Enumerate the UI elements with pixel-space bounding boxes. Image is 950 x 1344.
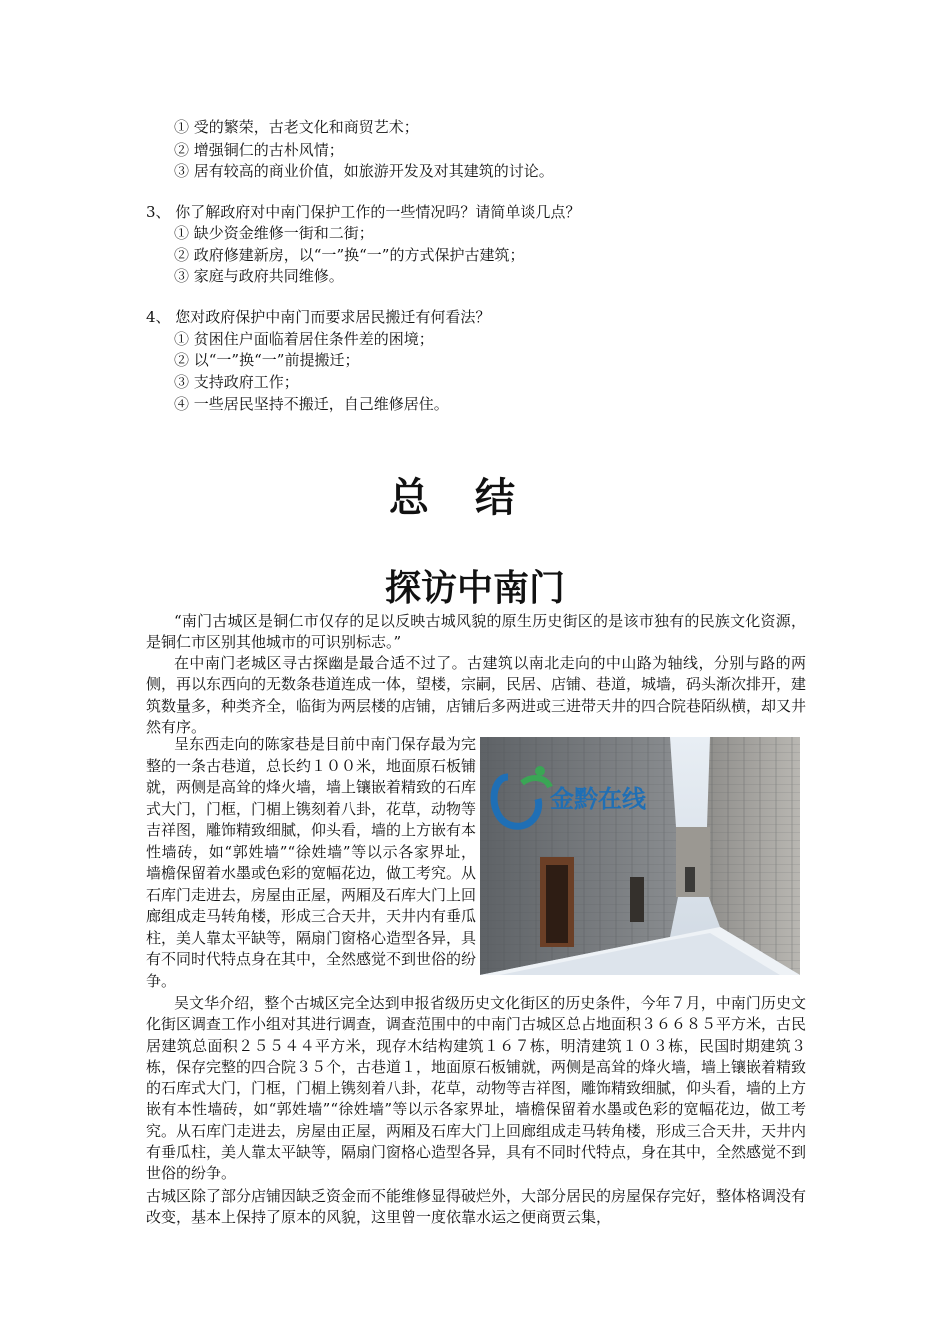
paragraph: “南门古城区是铜仁市仅存的足以反映古城风貌的原生历史街区的是该市独有的民族文化资源，是铜仁市区别其他城市的可识别标志。” [146,612,806,652]
alley-photo-image [480,737,800,975]
question-3: 3、 你了解政府对中南门保护工作的一些情况吗？请简单谈几点？ [146,203,581,221]
alley-photo [480,737,800,975]
list-item: ③ 支持政府工作； [174,373,299,391]
list-item: ① 缺少资金维修一街和二街； [174,224,374,242]
list-item: ③ 居有较高的商业价值，如旅游开发及对其建筑的讨论。 [174,162,554,180]
list-item: ② 以“一”换“一”前提搬迁； [174,351,360,369]
list-item: ③ 家庭与政府共同维修。 [174,267,344,285]
watermark-text: 金黔在线 [550,785,646,813]
list-item: ② 政府修建新房，以“一”换“一”的方式保护古建筑； [174,246,525,264]
paragraph: 呈东西走向的陈家巷是目前中南门保存最为完整的一条古巷道，总长约１００米，地面原石板铺就，两侧是高耸的烽火墙，墙上镶嵌着精致的石库式大门，门框，门楣上镌刻着八卦，花草，动物等吉祥图，雕饰精致细腻，仰头看，墙的上方嵌有本性墙砖，如“郭姓墙”“徐姓墙”等以示各家界址，墙檐保留着水墨或色彩的宽幅花边，做工考究。从石库门走进去，房屋由正屋，两厢及石库大门上回廊组成走马转角楼，形成三合天井，天井内有垂瓜柱，美人靠太平缺等，隔扇门窗格心造型各异，具有不同时代特点身在其中，全然感觉不到世俗的纷争。 [146,735,477,990]
paragraph: 吴文华介绍，整个古城区完全达到申报省级历史文化街区的历史条件，今年７月，中南门历史文化街区调查工作小组对其进行调查，调查范围中的中南门古城区总占地面积３６６８５平方米，古民居建筑总面积２５５４４平方米，现存木结构建筑１６７栋，明清建筑１０３栋，民国时期建筑３栋，保存完整的四合院３５个，古巷道１，地面原石板铺就，两侧是高耸的烽火墙，墙上镶嵌着精致的石库式大门，门框，门楣上镌刻着八卦，花草，动物等吉祥图，雕饰精致细腻，仰头看，墙的上方嵌有本性墙砖，如“郭姓墙”“徐姓墙”等以示各家界址，墙檐保留着水墨或色彩的宽幅花边，做工考究。从石库门走进去，房屋由正屋，两厢及石库大门上回廊组成走马转角楼，形成三合天井，天井内有垂瓜柱，美人靠太平缺等，隔扇门窗格心造型各异，具有不同时代特点，身在其中，全然感觉不到世俗的纷争。 [146,994,807,1183]
article-title: 探访中南门 [384,568,565,609]
section-title: 总结 [389,475,561,521]
list-item: ② 增强铜仁的古朴风情； [174,141,344,159]
list-item: ① 受的繁荣，古老文化和商贸艺术； [174,118,419,136]
list-item: ④ 一些居民坚持不搬迁，自己维修居住。 [174,395,449,413]
paragraph: 在中南门老城区寻古探幽是最合适不过了。古建筑以南北走向的中山路为轴线，分别与路的两侧，再以东西向的无数条巷道连成一体，望楼，宗嗣，民居、店铺、巷道，城墙，码头渐次排开，建筑数量多，种类齐全，临街为两层楼的店铺，店铺后多两进或三进带天井的四合院巷陌纵横，却又井然有序。 [146,654,807,736]
question-4: 4、 您对政府保护中南门而要求居民搬迁有何看法？ [146,308,491,326]
paragraph: 古城区除了部分店铺因缺乏资金而不能维修显得破烂外，大部分居民的房屋保存完好，整体格调没有改变，基本上保持了原本的风貌，这里曾一度依靠水运之便商贾云集， [146,1187,807,1227]
list-item: ① 贫困住户面临着居住条件差的困境； [174,330,434,348]
